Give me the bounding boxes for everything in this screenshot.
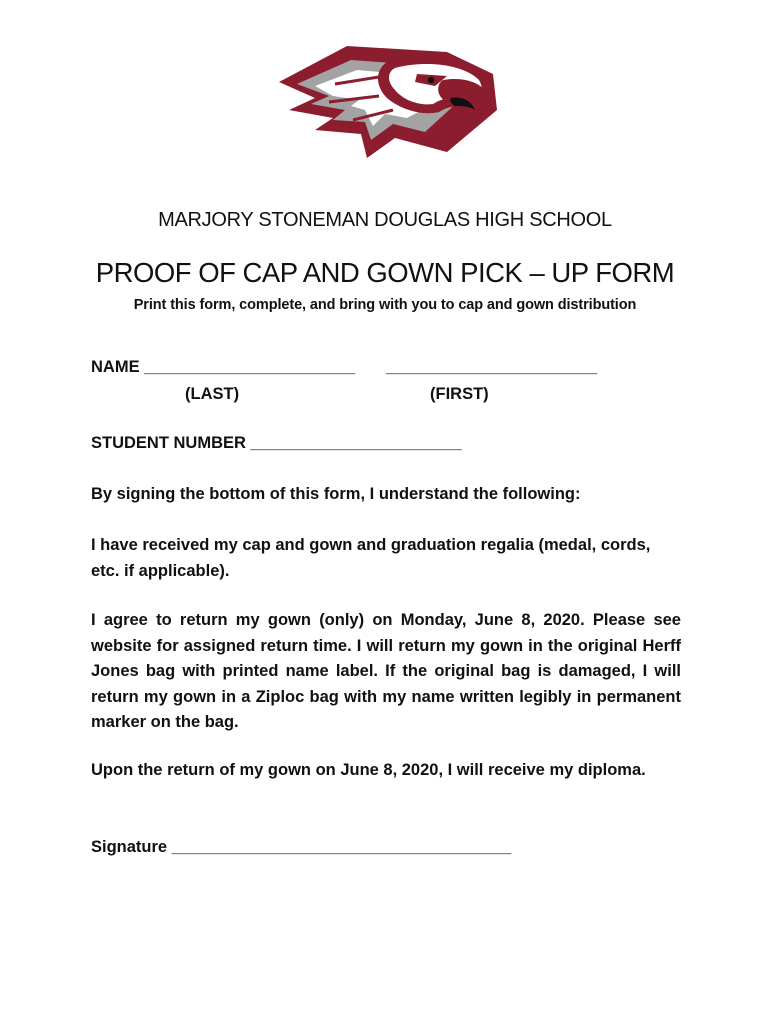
last-name-caption: (LAST) xyxy=(185,385,240,403)
first-name-caption: (FIRST) xyxy=(430,385,489,403)
signature-field[interactable]: Signature _____________________________________ xyxy=(91,838,512,856)
school-name: MARJORY STONEMAN DOUGLAS HIGH SCHOOL xyxy=(158,209,612,231)
first-name-blank[interactable]: _______________________ xyxy=(386,358,598,376)
student-number-field[interactable]: STUDENT NUMBER _______________________ xyxy=(91,434,462,452)
return-statement: I agree to return my gown (only) on Monday, June 8, 2020. Please see website for assigned return time. I will return my gown in the original Herff Jones bag with printed name label. If the original bag is damaged, I will return my gown in a Ziploc bag with my name written legibly in permanent marker on the bag. xyxy=(91,611,681,731)
eagle-mascot-icon xyxy=(275,40,500,158)
form-title: PROOF OF CAP AND GOWN PICK – UP FORM xyxy=(95,257,675,288)
form-subtitle: Print this form, complete, and bring with you to cap and gown distribution xyxy=(133,297,637,313)
understand-intro: By signing the bottom of this form, I understand the following: xyxy=(91,485,581,503)
received-statement: I have received my cap and gown and graduation regalia (medal, cords, etc. if applicable). xyxy=(91,536,651,580)
name-field-line[interactable]: NAME _______________________ xyxy=(91,358,356,376)
diploma-statement: Upon the return of my gown on June 8, 2020, I will receive my diploma. xyxy=(91,761,646,779)
